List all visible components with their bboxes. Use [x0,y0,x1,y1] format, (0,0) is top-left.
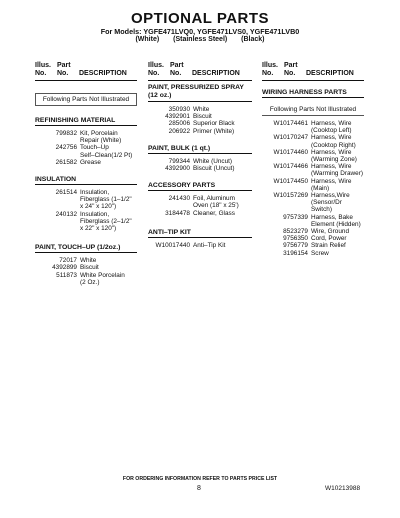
part-description: Element (Hidden) [311,220,361,228]
part-number: W10174466 [273,163,308,171]
column-header: Illus. No. Part No. DESCRIPTION [35,62,127,77]
part-row-continued [262,185,364,192]
part-row-continued [35,225,137,232]
part-description: Harness, Bake [311,213,353,221]
part-description: Harness, Wire [311,120,352,127]
page-number: 8 [197,485,201,492]
part-number [35,137,80,144]
antitip-list [148,242,252,249]
pressurized-list [148,106,252,135]
part-number [35,279,80,286]
page-title: OPTIONAL PARTS [130,10,270,27]
accessory-list [148,195,252,217]
part-number [148,202,193,209]
part-description: Cleaner, Glass [193,209,235,217]
part-description: White Porcelain [80,271,125,279]
color-stainless: (Stainless Steel) [173,36,228,43]
part-row [35,257,137,264]
part-description: Harness,Wire [311,192,350,200]
part-number: 3184478 [165,209,190,217]
color-white: (White) [135,36,160,43]
part-description: Fiberglass (1–1/2" [80,196,132,204]
document-number: W10213988 [325,485,361,492]
part-number [35,225,80,232]
part-row-continued [35,218,137,225]
part-description: (Sensor/Dr Switch) [311,199,342,214]
part-row-continued [35,203,137,210]
part-row-continued [262,156,364,163]
part-number: 285006 [168,120,190,128]
part-row-continued [35,279,137,286]
section-title: REFINISHING MATERIAL [35,117,137,126]
models-line: For Models: YGFE471LVQ0, YGFE471LVS0, YGFE471LVB0 [100,27,300,36]
column-1 [35,62,137,286]
part-description: Harness, Wire [311,163,352,171]
part-row [262,134,364,141]
part-description: Biscuit [193,113,212,121]
part-row [262,242,364,249]
part-description: (Cooktop Right) [311,141,356,149]
part-number: 242756 [55,144,77,152]
part-row [148,106,252,113]
part-description: Biscuit (Uncut) [193,165,235,173]
part-row [35,159,137,166]
part-description: Foil, Aluminum [193,195,235,203]
part-number: 4392900 [165,165,190,173]
part-description: Grease [80,158,101,166]
part-description: Fiberglass (2–1/2" [80,217,132,225]
part-description: White [80,257,97,265]
part-row [35,264,137,271]
part-description: Insulation, [80,210,110,218]
part-description: Self–Clean(1/2 Pt) [80,151,133,159]
part-description: Cord, Power [311,235,347,243]
column-header: Illus. No. Part No. DESCRIPTION [148,62,240,77]
section-title: PAINT, PRESSURIZED SPRAY (12 oz.) [148,84,252,102]
part-number: 206922 [168,127,190,135]
column-3 [262,62,364,257]
bulk-list [148,158,252,172]
section-title: ANTI–TIP KIT [148,229,252,238]
part-number [262,170,311,177]
part-number: 4392901 [165,113,190,121]
part-number [35,203,80,210]
part-row [35,144,137,151]
part-description: Harness, Wire [311,177,352,185]
part-row [262,192,364,199]
part-description: Biscuit [80,264,99,272]
part-description: Primer (White) [193,127,235,135]
part-number: 9756779 [283,242,308,250]
part-number [35,218,80,225]
part-row [148,242,252,249]
column-2 [148,62,252,249]
part-row [148,113,252,120]
part-row [35,189,137,196]
part-number [262,127,311,134]
part-number [262,156,311,163]
part-number: 241430 [168,195,190,203]
section-title: INSULATION [35,176,137,185]
part-number [262,199,311,213]
part-row [262,120,364,127]
part-row [148,195,252,202]
part-number: 261582 [55,158,77,166]
part-description: Superior Black [193,120,235,128]
part-number: W10157269 [273,192,308,200]
part-number [262,142,311,149]
section-title: PAINT, BULK (1 qt.) [148,145,252,154]
part-row-continued [262,127,364,134]
part-description: Screw [311,249,329,257]
part-row [35,272,137,279]
part-description: Touch–Up [80,144,109,152]
part-row [148,128,252,135]
wiring-list [262,120,364,257]
part-row [35,211,137,218]
part-description: (Warming Drawer) [311,170,363,178]
part-description: (2 Oz.) [80,278,100,286]
insulation-list [35,189,137,232]
part-row-continued [262,199,364,213]
part-description: White [193,106,210,113]
part-row [148,120,252,127]
part-row-continued [262,170,364,177]
part-description: Insulation, [80,189,110,197]
ordering-note: FOR ORDERING INFORMATION REFER TO PARTS PRICE LIST [122,476,278,482]
part-row-continued [262,221,364,228]
section-title: WIRING HARNESS PARTS [262,89,364,98]
part-description: (Cooktop Left) [311,127,352,135]
part-number: 8523279 [283,228,308,236]
part-number: 261514 [55,189,77,197]
part-row-continued [35,152,137,159]
part-number [262,185,311,192]
part-number: W10174450 [273,177,308,185]
part-row [148,210,252,217]
color-black: (Black) [241,36,265,43]
part-description: Harness, Wire [311,134,352,142]
part-description: x 22" x 120") [80,225,117,233]
part-row [148,165,252,172]
part-row [262,214,364,221]
part-description: White (Uncut) [193,157,233,165]
part-description: (Warming Zone) [311,156,357,164]
part-row [148,158,252,165]
part-row [262,178,364,185]
part-number: 511873 [56,271,77,279]
part-number: 4392899 [52,264,77,272]
part-number: 9756350 [283,235,308,243]
part-description: Repair (White) [80,137,122,145]
part-description: Wire, Ground [311,228,350,236]
touchup-list [35,257,137,286]
part-number: W10017440 [155,241,190,249]
part-row-continued [35,196,137,203]
section-title: PAINT, TOUCH–UP (1/2oz.) [35,244,137,253]
part-row [262,250,364,257]
part-description: Anti–Tip Kit [193,241,226,249]
part-row-continued [148,202,252,209]
section-title: ACCESSORY PARTS [148,182,252,191]
part-description: Harness, Wire [311,148,352,156]
not-illustrated-note: Following Parts Not Illustrated [262,106,364,116]
colors-line [0,36,400,43]
part-row-continued [262,142,364,149]
part-row [262,163,364,170]
part-description: Kit, Porcelain [80,130,118,137]
part-description: Strain Relief [311,242,346,250]
part-description: (Main) [311,184,330,192]
column-header: Illus. No. Part No. DESCRIPTION [262,62,354,77]
part-row [262,235,364,242]
part-number: 9757339 [283,213,308,221]
part-number: 72017 [59,257,77,265]
part-number [35,152,80,159]
not-illustrated-note: Following Parts Not Illustrated [35,93,137,106]
part-number [262,221,311,228]
part-row-continued [35,137,137,144]
part-number: 3196154 [283,249,308,257]
part-row [35,130,137,137]
part-row [262,228,364,235]
part-number [35,196,80,203]
part-number: 240132 [55,210,77,218]
part-number: 799832 [55,130,77,137]
refinishing-list [35,130,137,166]
part-number: 799344 [168,157,190,165]
part-number: W10174460 [273,148,308,156]
part-number: W10170247 [273,134,308,142]
part-row [262,149,364,156]
part-number: 350930 [168,106,190,113]
part-description: x 24" x 120") [80,203,117,211]
part-description: Oven (18" x 25') [193,202,239,210]
part-number: W10174461 [273,120,308,127]
